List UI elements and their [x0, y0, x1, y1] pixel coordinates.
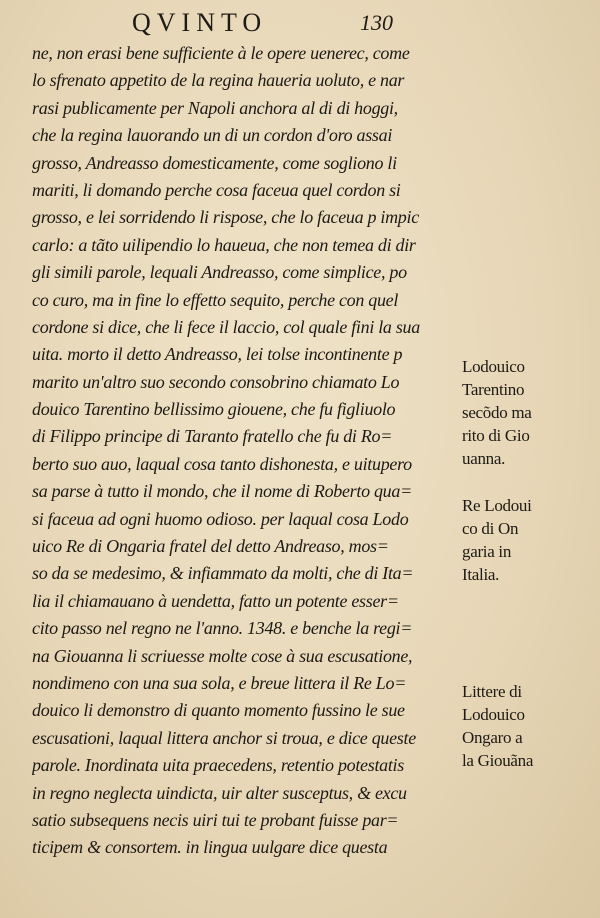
- text-line: douico li demonstro di quanto momento fussino le sue: [32, 700, 405, 721]
- margin-note-line: co di On: [462, 519, 519, 538]
- main-text: [32, 40, 460, 862]
- text-line: che la regina lauorando un di un cordon d'oro assai: [32, 125, 393, 146]
- text-line: sa parse à tutto il mondo, che il nome di Roberto qua=: [32, 481, 412, 502]
- text-line: co curo, ma in fine lo effetto sequito, perche con quel: [32, 289, 399, 310]
- text-line: si faceua ad ogni huomo odioso. per laqual cosa Lodo: [32, 508, 409, 529]
- margin-note-line: Italia.: [462, 565, 500, 584]
- page-number: 130: [360, 10, 393, 35]
- text-line: lia il chiamauano à uendetta, fatto un potente esser=: [32, 590, 399, 611]
- text-line: satio subsequens necis uiri tui te probant fuisse par=: [32, 809, 399, 830]
- text-line: rasi publicamente per Napoli anchora al di di hoggi,: [32, 97, 398, 118]
- margin-note-littere: [462, 680, 598, 772]
- running-head: QVINTO: [132, 8, 268, 37]
- text-line: na Giouanna li scriuesse molte cose à sua escusatione,: [32, 645, 413, 666]
- text-line: grosso, Andreasso domesticamente, come sogliono li: [32, 152, 397, 173]
- text-line: escusationi, laqual littera anchor si troua, e dice queste: [32, 727, 416, 748]
- text-line: di Filippo principe di Taranto fratello che fu di Ro=: [32, 426, 393, 447]
- text-line: in regno neglecta uindicta, uir alter susceptus, & excu: [32, 782, 407, 803]
- margin-note-line: secõdo ma: [462, 403, 532, 422]
- text-line: gli simili parole, lequali Andreasso, come simplice, po: [32, 262, 407, 283]
- margin-note-line: uanna.: [462, 449, 506, 468]
- text-line: cordone si dice, che li fece il laccio, col quale fini la sua: [32, 316, 420, 337]
- text-line: nondimeno con una sua sola, e breue littera il Re Lo=: [32, 672, 407, 693]
- margin-note-line: Re Lodoui: [462, 496, 532, 515]
- text-line: uita. morto il detto Andreasso, lei tolse incontinente p: [32, 344, 403, 365]
- text-line: ticipem & consortem. in lingua uulgare dice questa: [32, 837, 388, 858]
- page-header: [0, 4, 600, 42]
- margin-note-line: rito di Gio: [462, 426, 530, 445]
- text-line: ne, non erasi bene sufficiente à le opere uenerec, come: [32, 43, 410, 63]
- margin-note-line: garia in: [462, 542, 512, 561]
- margin-note-re-lodouico: [462, 494, 598, 586]
- text-line: cito passo nel regno ne l'anno. 1348. e benche la regi=: [32, 618, 413, 639]
- text-line: uico Re di Ongaria fratel del detto Andreaso, mos=: [32, 536, 389, 557]
- text-line: grosso, e lei sorridendo li rispose, che lo faceua p impic: [32, 207, 419, 228]
- margin-note-line: Lodouico: [462, 357, 525, 376]
- text-line: parole. Inordinata uita praecedens, retentio potestatis: [32, 755, 404, 776]
- text-line: mariti, li domando perche cosa faceua quel cordon si: [32, 179, 401, 200]
- text-line: douico Tarentino bellissimo giouene, che fu figliuolo: [32, 399, 396, 420]
- text-line: berto suo auo, laqual cosa tanto dishonesta, e uitupero: [32, 453, 412, 474]
- margin-note-line: Littere di: [462, 682, 522, 701]
- margin-note-line: la Giouãna: [462, 751, 534, 770]
- margin-note-line: Lodouico: [462, 705, 525, 724]
- text-line: lo sfrenato appetito de la regina haueria uoluto, e nar: [32, 70, 405, 91]
- margin-note-line: Tarentino: [462, 380, 525, 399]
- text-line: so da se medesimo, & infiammato da molti, che di Ita=: [32, 563, 414, 584]
- text-line: marito un'altro suo secondo consobrino chiamato Lo: [32, 371, 400, 392]
- margin-note-lodouico-tarentino: [462, 355, 598, 470]
- margin-note-line: Ongaro a: [462, 728, 523, 747]
- text-line: carlo: a tãto uilipendio lo haueua, che non temea di dir: [32, 234, 416, 255]
